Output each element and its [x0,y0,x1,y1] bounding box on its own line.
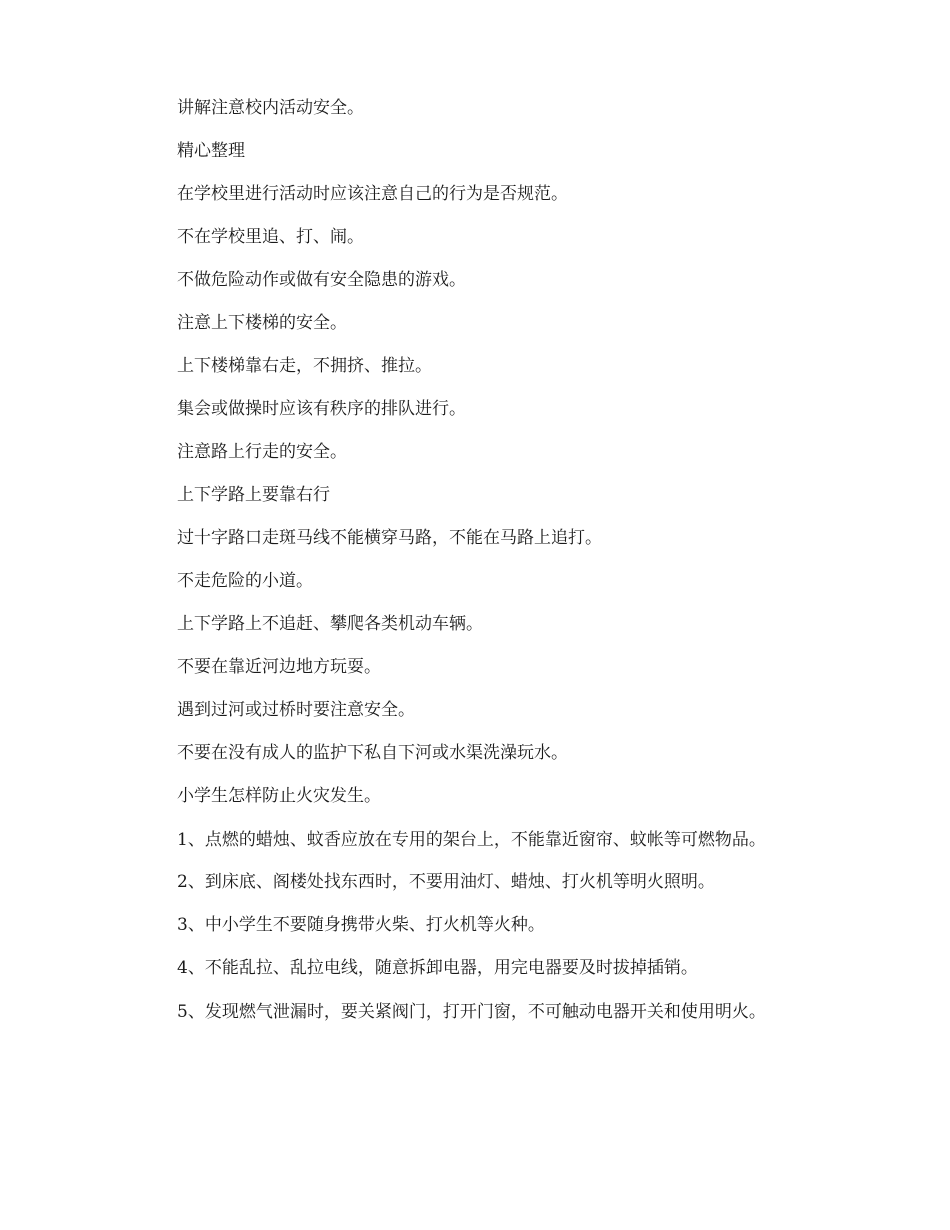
paragraph: 遇到过河或过桥时要注意安全。 [177,700,415,720]
paragraph: 1、点燃的蜡烛、蚊香应放在专用的架台上，不能靠近窗帘、蚊帐等可燃物品。 [177,830,766,850]
paragraph: 小学生怎样防止火灾发生。 [177,786,381,806]
paragraph: 集会或做操时应该有秩序的排队进行。 [177,399,466,419]
paragraph: 上下学路上不追赶、攀爬各类机动车辆。 [177,614,483,634]
paragraph: 3、中小学生不要随身携带火柴、打火机等火种。 [177,915,545,935]
paragraph: 不要在没有成人的监护下私自下河或水渠洗澡玩水。 [177,743,568,763]
paragraph: 过十字路口走斑马线不能横穿马路，不能在马路上追打。 [177,528,602,548]
paragraph: 不在学校里追、打、闹。 [177,227,364,247]
paragraph: 在学校里进行活动时应该注意自己的行为是否规范。 [177,184,568,204]
paragraph: 注意上下楼梯的安全。 [177,313,347,333]
paragraph: 4、不能乱拉、乱拉电线，随意拆卸电器，用完电器要及时拔掉插销。 [177,958,698,978]
paragraph: 不要在靠近河边地方玩耍。 [177,657,381,677]
paragraph: 5、发现燃气泄漏时，要关紧阀门，打开门窗，不可触动电器开关和使用明火。 [177,1002,766,1022]
paragraph: 讲解注意校内活动安全。 [177,98,364,118]
document-body [143,96,793,1042]
paragraph: 上下学路上要靠右行 [177,485,330,505]
paragraph: 上下楼梯靠右走，不拥挤、推拉。 [177,356,432,376]
paragraph: 不做危险动作或做有安全隐患的游戏。 [177,270,466,290]
paragraph: 不走危险的小道。 [177,571,313,591]
paragraph: 2、到床底、阁楼处找东西时，不要用油灯、蜡烛、打火机等明火照明。 [177,872,715,892]
paragraph: 精心整理 [177,141,245,161]
paragraph: 注意路上行走的安全。 [177,442,347,462]
